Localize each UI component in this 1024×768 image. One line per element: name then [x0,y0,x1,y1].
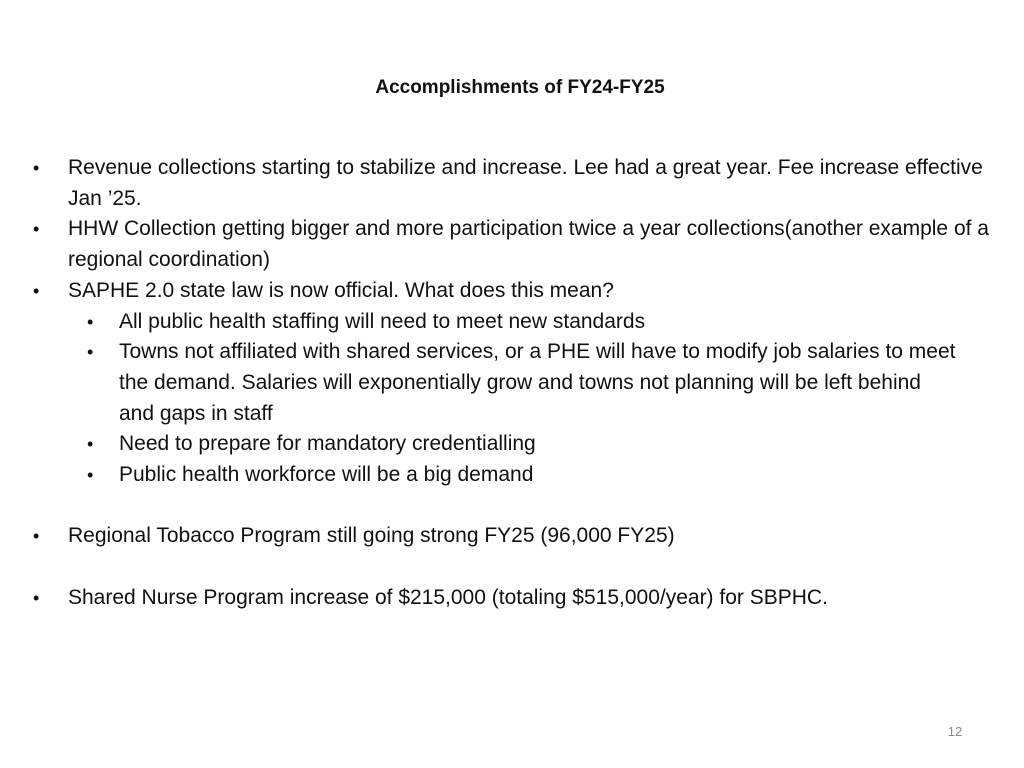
bullet-text: Regional Tobacco Program still going strong FY25 (96,000 FY25) [68,524,675,548]
sub-bullet-workforce [0,460,1000,491]
bullet-text: SAPHE 2.0 state law is now official. What does this mean? [68,278,614,302]
sub-bullet-text: Public health workforce will be a big demand [119,463,534,487]
bullet-tobacco [0,521,1000,552]
bullet-revenue [0,153,1000,214]
spacer [0,552,1000,583]
bullet-icon: • [33,280,40,301]
sub-bullet-credentialling [0,429,1000,460]
bullet-icon: • [33,219,40,240]
bullet-icon: • [87,342,94,363]
bullet-icon: • [87,465,94,486]
bullet-icon: • [33,158,40,178]
page-number: 12 [947,724,963,739]
bullet-list [0,153,1000,614]
bullet-icon: • [87,311,94,332]
slide-title: Accomplishments of FY24-FY25 [375,77,665,98]
bullet-hhw [0,214,1000,275]
bullet-icon: • [33,526,40,547]
bullet-icon: • [87,434,94,455]
sub-bullet-text: Towns not affiliated with shared services, or a PHE will have to modify job salaries to meet the demand. Salaries will exponentially grow and towns not planning will be left behind and gaps in staff [119,340,956,425]
bullet-text: HHW Collection getting bigger and more participation twice a year collections(another example of a regional coordination) [68,217,989,272]
spacer [0,491,1000,522]
sub-bullet-text: Need to prepare for mandatory credentialling [119,432,536,456]
sub-bullet-text: All public health staffing will need to meet new standards [119,309,646,333]
bullet-text: Revenue collections starting to stabilize and increase. Lee had a great year. Fee increase effective Jan ’25. [68,156,983,210]
sub-bullet-towns [0,337,1000,429]
bullet-text: Shared Nurse Program increase of $215,000 (totaling $515,000/year) for SBPHC. [68,585,828,609]
bullet-icon: • [33,587,40,608]
bullet-nurse [0,583,1000,614]
sub-bullet-staffing [0,307,1000,338]
bullet-saphe [0,276,1000,307]
